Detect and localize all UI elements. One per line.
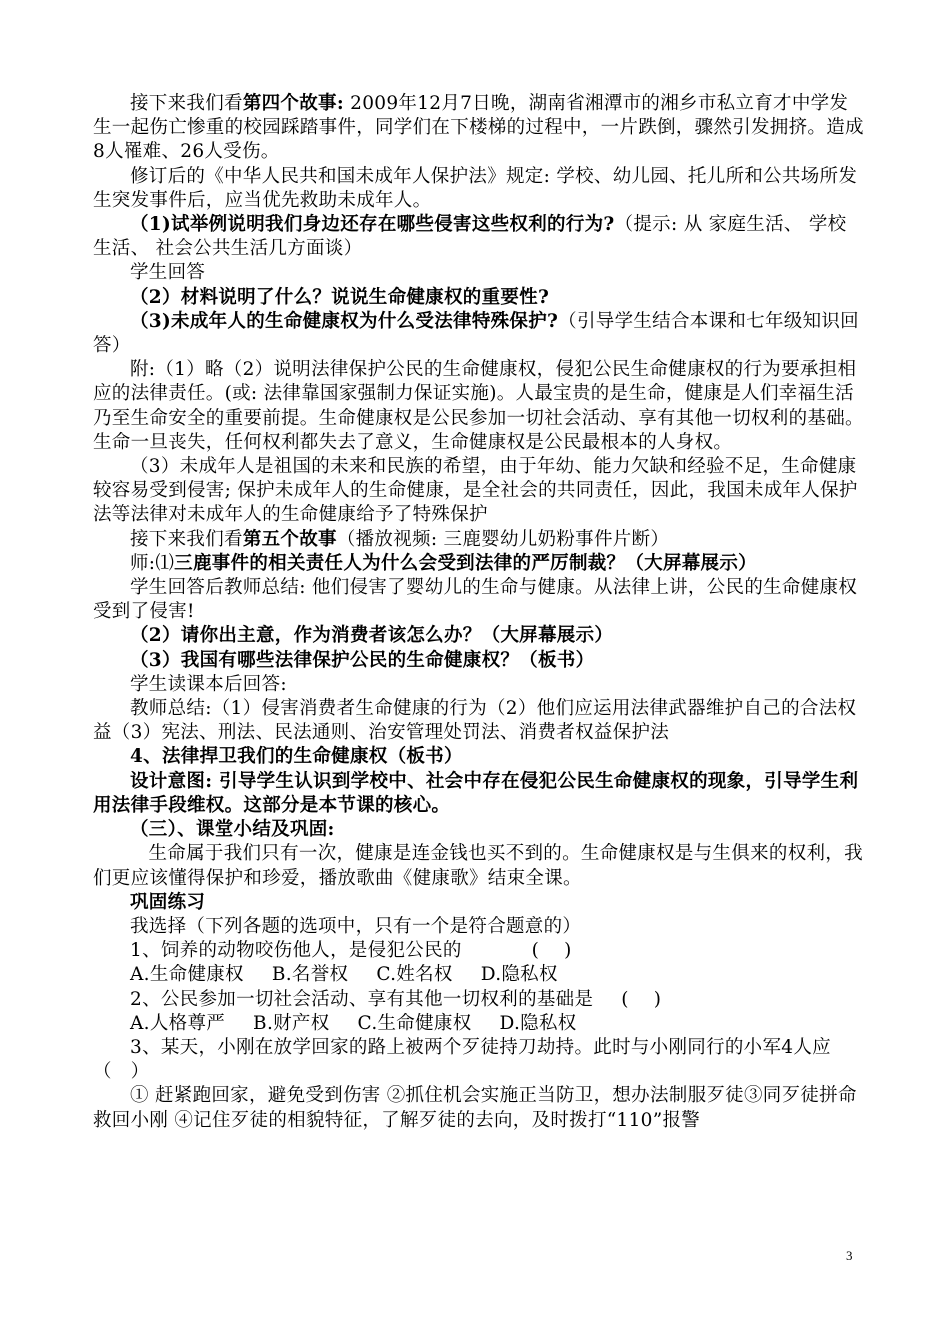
exercise-heading: 巩固练习 xyxy=(130,891,206,913)
page-number: 3 xyxy=(846,1248,853,1263)
teacher-question-3: （3）我国有哪些法律保护公民的生命健康权？（板书） xyxy=(130,649,595,671)
text-run: 师:⑴ xyxy=(130,552,175,574)
story-four-heading: 第四个故事: xyxy=(242,93,344,114)
option-d: D.隐私权 xyxy=(499,1012,577,1034)
exercise-options-3: ① 赶紧跑回家，避免受到伤害 ②抓住机会实施正当防卫，想办法制服歹徒③同歹徒拼命救回小刚 ④记住歹徒的相貌特征，了解歹徒的去向，及时拨打“110”报警 xyxy=(93,1085,857,1131)
story-four-paragraph xyxy=(93,92,865,165)
question-text: 2、公民参加一切社会活动、享有其他一切权利的基础是 xyxy=(130,988,594,1010)
exercise-options-2 xyxy=(93,1012,865,1036)
text-run: 2009年12月7日晚，湖南省湘潭市的湘乡市私立育才中学发生一起伤亡惨重的校园踩踏事件，同学们在下楼梯的过程中，一片跌倒，骤然引发拥挤。造成8人罹难、26人受伤。 xyxy=(93,93,864,163)
student-read-label: 学生读课本后回答: xyxy=(130,673,287,695)
option-a: A.人格尊严 xyxy=(130,1012,226,1034)
appendix-answer: 附:（1）略（2）说明法律保护公民的生命健康权，侵犯公民生命健康权的行为要承担相应的法律责任。(或: 法律靠国家强制力保证实施)。人最宝贵的是生命，健康是人们幸福生活乃至生命安全的重要前提。生命健康权是公民参加一切社会活动、享有其他一切权利的基础。生命一旦丧失，任何权利都失去了意义，生命健康权是公民最根本的人身权。 xyxy=(93,359,864,453)
summary-paragraph: 生命属于我们只有一次，健康是连金钱也买不到的。生命健康权是与生俱来的权利，我们更应该懂得保护和珍爱，播放歌曲《健康歌》结束全课。 xyxy=(93,843,863,889)
option-a: A.生命健康权 xyxy=(130,964,244,986)
teacher-summary-1: 学生回答后教师总结: 他们侵害了婴幼儿的生命与健康。从法律上讲，公民的生命健康权受到了侵害! xyxy=(93,577,858,623)
exercise-question-2 xyxy=(93,988,865,1012)
design-intent: 设计意图: 引导学生认识到学校中、社会中存在侵犯公民生命健康权的现象，引导学生利用法律手段维权。这部分是本节课的核心。 xyxy=(93,770,859,816)
question-3 xyxy=(93,310,865,358)
answer-blank: ( ) xyxy=(531,940,572,962)
teacher-question-1 xyxy=(93,552,865,576)
section-4-heading: 4、法律捍卫我们的生命健康权（板书） xyxy=(130,746,463,768)
lesson-text xyxy=(93,92,865,1133)
option-c: C.姓名权 xyxy=(376,964,453,986)
question-text: （1)试举例说明我们身边还存在哪些侵害这些权利的行为? xyxy=(130,214,615,236)
answer-3: （3）未成年人是祖国的未来和民族的希望，由于年幼、能力欠缺和经验不足，生命健康较容易受到侵害; 保护未成年人的生命健康，是全社会的共同责任，因此，我国未成年人保护法等法律对未成年人的生命健康给予了特殊保护 xyxy=(93,456,858,526)
story-five-paragraph xyxy=(93,528,865,552)
option-b: B.名誉权 xyxy=(271,964,349,986)
question-hint: （提示: 从 家庭生活、 学校生活、 社会公共生活几方面谈） xyxy=(93,214,847,260)
question-2: （2）材料说明了什么？说说生命健康权的重要性? xyxy=(130,286,550,308)
option-b: B.财产权 xyxy=(253,1012,330,1034)
story-five-heading: 第五个故事 xyxy=(242,528,337,550)
question-hint: （引导学生结合本课和七年级知识回答） xyxy=(93,310,859,357)
question-text: （3)未成年人的生命健康权为什么受法律特殊保护? xyxy=(130,310,559,332)
text-run: （播放视频: 三鹿婴幼儿奶粉事件片断） xyxy=(336,528,670,550)
answer-blank: ( ) xyxy=(621,988,662,1010)
question-text: 三鹿事件的相关责任人为什么会受到法律的严厉制裁？（大屏幕展示） xyxy=(174,552,757,574)
question-text: 1、饲养的动物咬伤他人，是侵犯公民的 xyxy=(130,940,462,962)
exercise-instructions: 我选择（下列各题的选项中，只有一个是符合题意的） xyxy=(130,915,582,937)
summary-heading: （三）、课堂小结及巩固: xyxy=(130,819,335,841)
text-run: 接下来我们看 xyxy=(130,528,243,550)
exercise-options-1 xyxy=(93,963,865,987)
text-run: 接下来我们看 xyxy=(130,93,243,114)
exercise-question-3: 3、某天，小刚在放学回家的路上被两个歹徒持刀劫持。此时与小刚同行的小军4人应（ ） xyxy=(93,1036,831,1083)
student-answer-label: 学生回答 xyxy=(130,262,206,284)
option-c: C.生命健康权 xyxy=(357,1012,472,1034)
question-1 xyxy=(93,213,865,261)
exercise-question-1 xyxy=(93,939,865,963)
option-d: D.隐私权 xyxy=(480,964,558,986)
law-paragraph: 修订后的《中华人民共和国未成年人保护法》规定: 学校、幼儿园、托儿所和公共场所发生突发事件后，应当优先救助未成年人。 xyxy=(93,165,858,211)
teacher-summary-2: 教师总结:（1）侵害消费者生命健康的行为（2）他们应运用法律武器维护自己的合法权益（3）宪法、刑法、民法通则、治安管理处罚法、消费者权益保护法 xyxy=(93,698,857,744)
teacher-question-2: （2）请你出主意，作为消费者该怎么办？（大屏幕展示） xyxy=(130,625,614,647)
